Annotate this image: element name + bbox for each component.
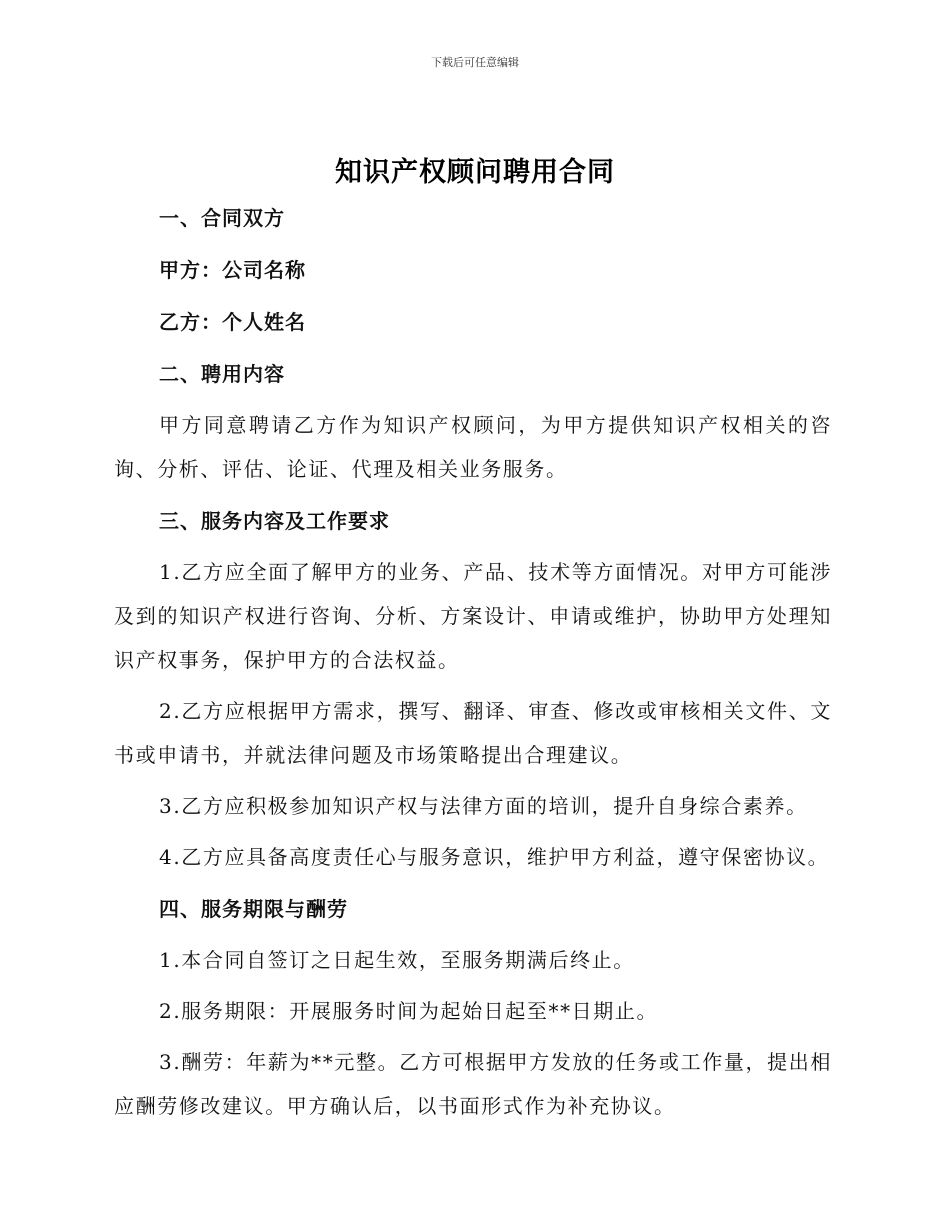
document-body (114, 192, 832, 1132)
employment-paragraph: 甲方同意聘请乙方作为知识产权顾问，为甲方提供知识产权相关的咨询、分析、评估、论证、代理及相关业务服务。 (114, 413, 832, 481)
party-b-line: 乙方：个人姓名 (159, 310, 306, 334)
section-heading-term-pay: 四、服务期限与酬劳 (159, 897, 348, 921)
section-heading-employment: 二、聘用内容 (159, 362, 285, 386)
section-heading-parties: 一、合同双方 (159, 206, 285, 230)
document-title: 知识产权顾问聘用合同 (335, 157, 615, 188)
services-item-4: 4.乙方应具备高度责任心与服务意识，维护甲方利益，遵守保密协议。 (159, 845, 830, 869)
term-item-1: 1.本合同自签订之日起生效，至服务期满后终止。 (159, 948, 635, 972)
section-heading-services: 三、服务内容及工作要求 (159, 509, 390, 533)
services-item-2: 2.乙方应根据甲方需求，撰写、翻译、审查、修改或审核相关文件、文书或申请书，并就法律问题及市场策略提出合理建议。 (114, 699, 832, 767)
term-item-3: 3.酬劳：年薪为**元整。乙方可根据甲方发放的任务或工作量，提出相应酬劳修改建议。甲方确认后，以书面形式作为补充协议。 (114, 1050, 832, 1118)
party-a-line: 甲方：公司名称 (159, 258, 306, 282)
services-item-3: 3.乙方应积极参加知识产权与法律方面的培训，提升自身综合素养。 (159, 794, 808, 818)
header-note: 下载后可任意编辑 (431, 56, 519, 69)
services-item-1: 1.乙方应全面了解甲方的业务、产品、技术等方面情况。对甲方可能涉及到的知识产权进行咨询、分析、方案设计、申请或维护，协助甲方处理知识产权事务，保护甲方的合法权益。 (114, 560, 832, 672)
term-item-2: 2.服务期限：开展服务时间为起始日起至**日期止。 (159, 999, 659, 1023)
